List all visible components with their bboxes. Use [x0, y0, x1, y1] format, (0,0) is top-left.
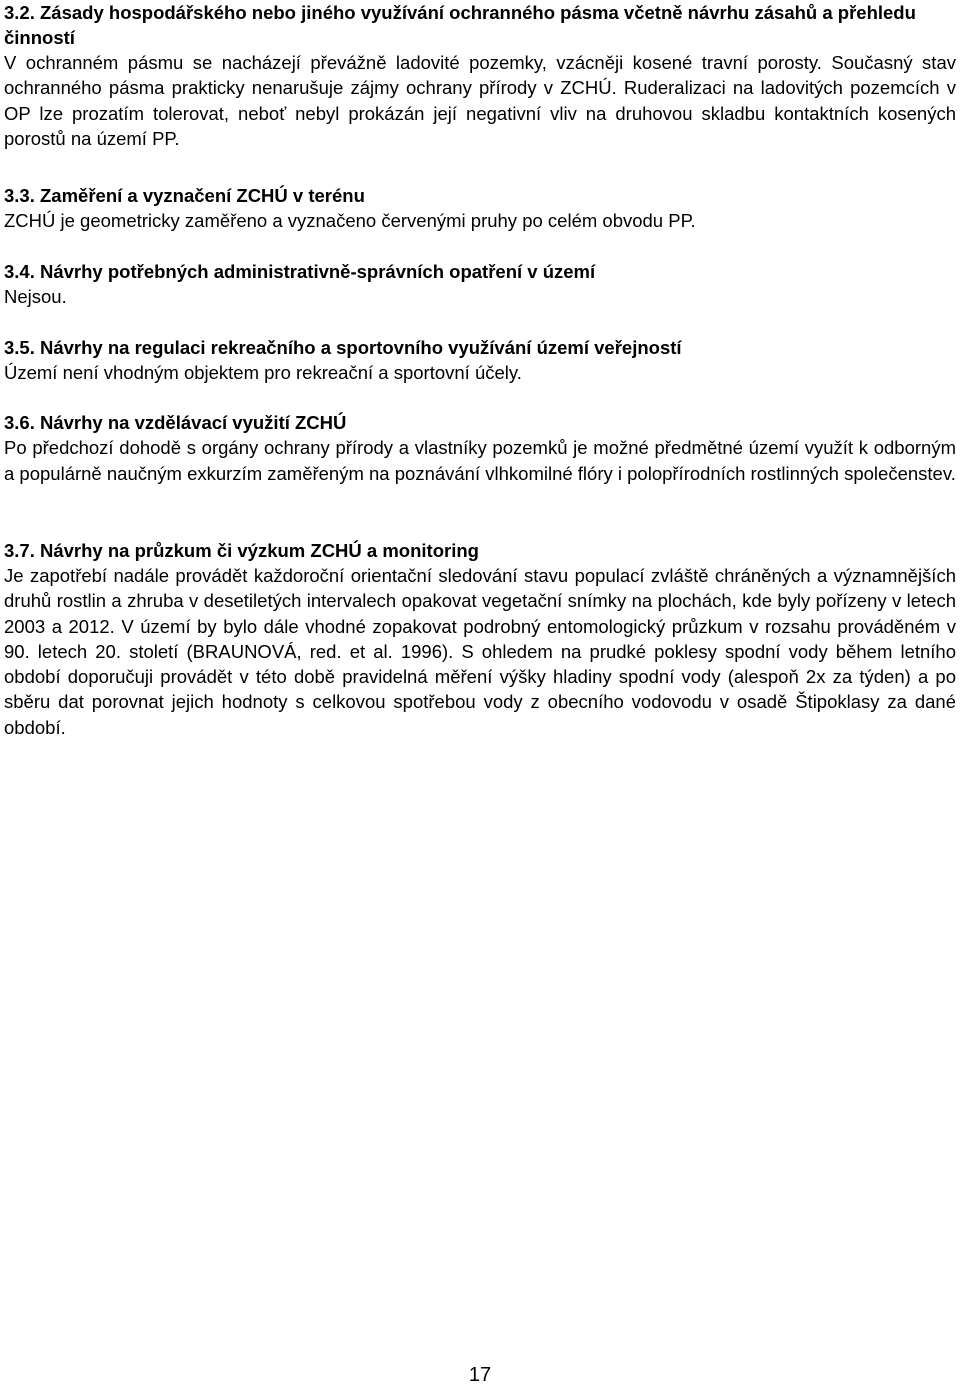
- section-3-3: [4, 183, 956, 234]
- section-heading: 3.6. Návrhy na vzdělávací využití ZCHÚ: [4, 412, 347, 433]
- section-paragraph: ZCHÚ je geometricky zaměřeno a vyznačeno červenými pruhy po celém obvodu PP.: [4, 210, 696, 231]
- section-paragraph: Po předchozí dohodě s orgány ochrany přírody a vlastníky pozemků je možné předmětné území využít k odborným a populárně naučným exkurzím zaměřeným na poznávání vlhkomilné flóry i polopřírodních rostlinných společenstev.: [4, 437, 956, 484]
- section-3-4: [4, 259, 956, 310]
- section-heading: 3.4. Návrhy potřebných administrativně-správních opatření v území: [4, 261, 596, 282]
- section-3-7: [4, 538, 956, 740]
- section-paragraph: Území není vhodným objektem pro rekreační a sportovní účely.: [4, 362, 522, 383]
- section-paragraph: Je zapotřebí nadále provádět každoroční orientační sledování stavu populací zvláště chráněných a významnějších druhů rostlin a zhruba v desetiletých intervalech opakovat vegetační snímky na plochách, kde byly pořízeny v letech 2003 a 2012. V území by bylo dále vhodné zopakovat podrobný entomologický průzkum v rozsahu prováděném v 90. letech 20. století (BRAUNOVÁ, red. et al. 1996). S ohledem na prudké poklesy spodní vody během letního období doporučuji provádět v této době pravidelná měření výšky hladiny spodní vody (alespoň 2x za týden) a po sběru dat porovnat jejich hodnoty s celkovou spotřebou vody z obecního vodovodu v osadě Štipoklasy za dané období.: [4, 565, 956, 738]
- section-3-5: [4, 335, 956, 386]
- section-heading: 3.2. Zásady hospodářského nebo jiného využívání ochranného pásma včetně návrhu zásahů a přehledu činností: [4, 2, 916, 48]
- section-heading: 3.3. Zaměření a vyznačení ZCHÚ v terénu: [4, 185, 365, 206]
- section-paragraph: Nejsou.: [4, 286, 67, 307]
- section-3-2: [4, 0, 956, 151]
- section-heading: 3.7. Návrhy na průzkum či výzkum ZCHÚ a monitoring: [4, 540, 479, 561]
- section-3-6: [4, 410, 956, 486]
- page-number: 17: [468, 1364, 492, 1386]
- section-paragraph: V ochranném pásmu se nacházejí převážně ladovité pozemky, vzácněji kosené travní porosty. Současný stav ochranného pásma prakticky nenarušuje zájmy ochrany přírody v ZCHÚ. Ruderalizaci na ladovitých pozemcích v OP lze prozatím tolerovat, neboť nebyl prokázán její negativní vliv na druhovou skladbu kontaktních kosených porostů na území PP.: [4, 52, 956, 149]
- section-heading: 3.5. Návrhy na regulaci rekreačního a sportovního využívání území veřejností: [4, 337, 682, 358]
